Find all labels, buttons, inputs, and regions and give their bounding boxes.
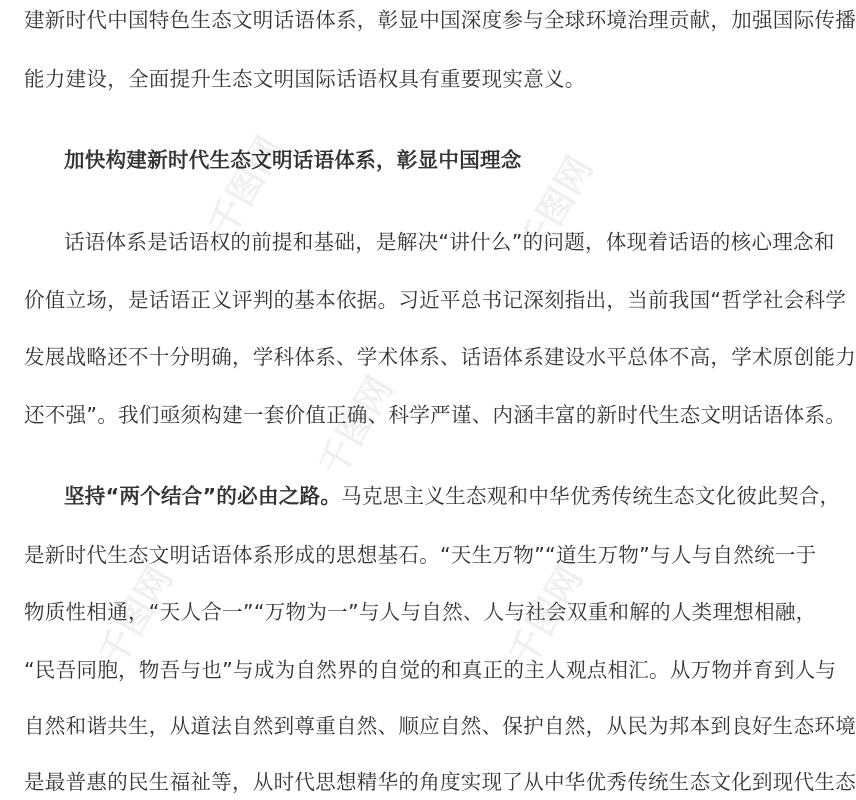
text-line: 发展战略还不十分明确，学科体系、学术体系、话语体系建设水平总体不高，学术原创能力 (24, 345, 856, 369)
text-line: 价值立场，是话语正义评判的基本依据。习近平总书记深刻指出，当前我国“哲学社会科学 (24, 288, 847, 312)
text-line: 话语体系是话语权的前提和基础，是解决“讲什么”的问题，体现着话语的核心理念和 (64, 230, 835, 254)
paragraph-lead: 坚持“两个结合”的必由之路。 (64, 484, 342, 508)
paragraph-text: 马克思主义生态观和中华优秀传统生态文化彼此契合， (341, 484, 841, 508)
text-line: 建新时代中国特色生态文明话语体系，彰显中国深度参与全球环境治理贡献，加强国际传播 (24, 8, 856, 32)
text-line: 还不强”。我们亟须构建一套价值正确、科学严谨、内涵丰富的新时代生态文明话语体系。 (24, 403, 847, 427)
watermark: 千图网 (91, 559, 182, 675)
paragraph-lead-line (64, 482, 841, 510)
section-heading: 加快构建新时代生态文明话语体系，彰显中国理念 (64, 148, 522, 172)
text-line: 是最普惠的民生福祉等，从时代思想精华的角度实现了从中华优秀传统生态文化到现代生态 (24, 770, 856, 794)
text-line: “民吾同胞，物吾与也”与成为自然界的自觉的和真正的主人观点相汇。从万物并育到人与 (24, 658, 837, 682)
watermark: 千图网 (501, 559, 592, 675)
text-line: 能力建设，全面提升生态文明国际话语权具有重要现实意义。 (24, 67, 586, 91)
watermark: 千图网 (201, 129, 292, 245)
watermark: 千图网 (511, 149, 602, 265)
text-line: 自然和谐共生，从道法自然到尊重自然、顺应自然、保护自然，从民为邦本到良好生态环境 (24, 714, 856, 738)
watermark: 千图网 (311, 369, 402, 485)
text-line: 是新时代生态文明话语体系形成的思想基石。“天生万物”“道生万物”与人与自然统一于 (24, 543, 817, 567)
text-line: 物质性相通，“天人合一”“万物为一”与人与自然、人与社会双重和解的人类理想相融， (24, 600, 817, 624)
